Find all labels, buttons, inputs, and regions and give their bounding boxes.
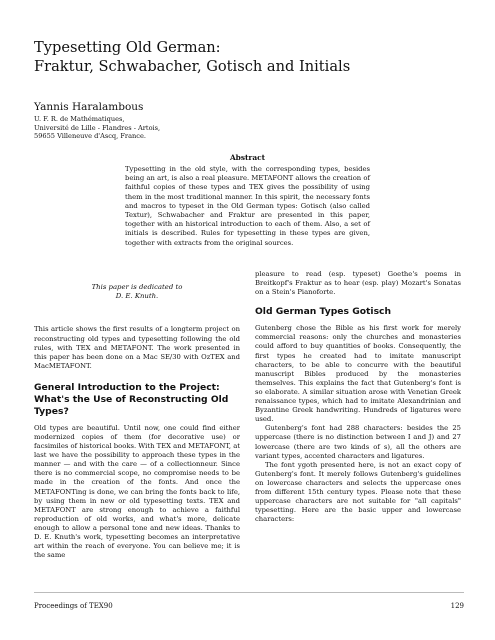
title-line-1: Typesetting Old German: [34, 39, 221, 56]
page-number: 129 [450, 602, 464, 610]
section-2-paragraph-1: Gutenberg chose the Bible as his first work for merely commercial reasons: only the churches and monasteries could afford to buy quantities of books. Consequently, the first types he created had to imitate manuscript characters, to be able to concurre with the beautiful manuscript Bibles produced by the monasteries themselves. This explains the fact that Gutenberg's font is so elaborate. A similar situation arose with Venetian Greek renaissance types, which had to imitate Alexandrinian and Byzantine Greek handwriting. Hundreds of ligatures were used. [255, 324, 461, 424]
affiliation-line-3: 59655 Villeneuve d'Ascq, France. [34, 132, 146, 141]
abstract-heading: Abstract [229, 153, 266, 162]
author-block [34, 100, 334, 141]
abstract-text: Typesetting in the old style, with the corresponding types, besides being an art, is also a real pleasure. METAFONT allows the creation of faithful copies of these types and TEX gives the possibility of using them in the most traditional manner. In this spirit, the necessary fonts and macros to typeset in the Old German types: Gotisch (also called Textur), Schwabacher and Fraktur are presented in this paper, together with an historical introduction to each of them. Also, a set of initials is described. Rules for typesetting in these types are given, together with extracts from the original sources. [125, 165, 370, 247]
footer-rule [34, 592, 464, 593]
author-name: Yannis Haralambous [34, 101, 144, 113]
right-continuation-paragraph: pleasure to read (esp. typeset) Goethe's poems in Breitkopf's Fraktur as to hear (esp. play) Mozart's Sonatas on a Stein's Pianoforte. [255, 270, 461, 297]
paper-title [34, 38, 474, 76]
dedication [34, 283, 240, 301]
affiliation-line-2: Université de Lille - Flandres - Artois, [34, 123, 161, 132]
section-2-heading: Old German Types Gotisch [255, 306, 392, 318]
left-column [34, 270, 240, 560]
abstract [125, 153, 370, 248]
affiliation-line-1: U. F. R. de Mathématiques, [34, 115, 125, 123]
section-1-heading: General Introduction to the Project: What's the Use of Reconstructing Old Types? [34, 381, 229, 417]
title-line-2: Fraktur, Schwabacher, Gotisch and Initials [34, 58, 351, 75]
section-2-paragraph-2: Gutenberg's font had 288 characters: besides the 25 uppercase (there is no distinction between I and J) and 27 lowercase (there are two kinds of s), all the others are variant types, accented characters and ligatures. [255, 424, 461, 460]
right-column [255, 270, 461, 524]
footer-proceedings: Proceedings of TEX90 [34, 602, 113, 610]
section-2-paragraph-3: The font ygoth presented here, is not an exact copy of Gutenberg's font. It merely follows Gutenberg's guidelines on lowercase characters and selects the uppercase ones from different 15th century types. Please note that these uppercase characters are not suitable for "all capitals" typesetting. Here are the basic upper and lowercase characters: [255, 460, 461, 524]
section-1-paragraph: Old types are beautiful. Until now, one could find either modernized copies of them (for decorative use) or facsimiles of historical books. With TEX and METAFONT, at last we have the possibility to approach these types in the manner — and with the care — of a collectionneur. Since there is no commercial scope, no compromise needs to be made in the creation of the fonts. And once the METAFONTing is done, we can bring the fonts back to life, by using them in new or old typesetting texts. TEX and METAFONT are strong enough to achieve a faithful reproduction of old works, and what's more, delicate enough to allow a personal tone and new ideas. Thanks to D. E. Knuth's work, typesetting becomes an interpretative art within the reach of everyone. You can believe me; it is the same [34, 423, 240, 560]
intro-paragraph: This article shows the first results of a longterm project on reconstructing old types and typesetting following the old rules, with TEX and METAFONT. The work presented in this paper has been done on a Mac SE/30 with OzTEX and MacMETAFONT. [34, 325, 240, 370]
dedication-line-1: This paper is dedicated to [91, 283, 183, 291]
dedication-line-2: D. E. Knuth. [115, 292, 159, 301]
